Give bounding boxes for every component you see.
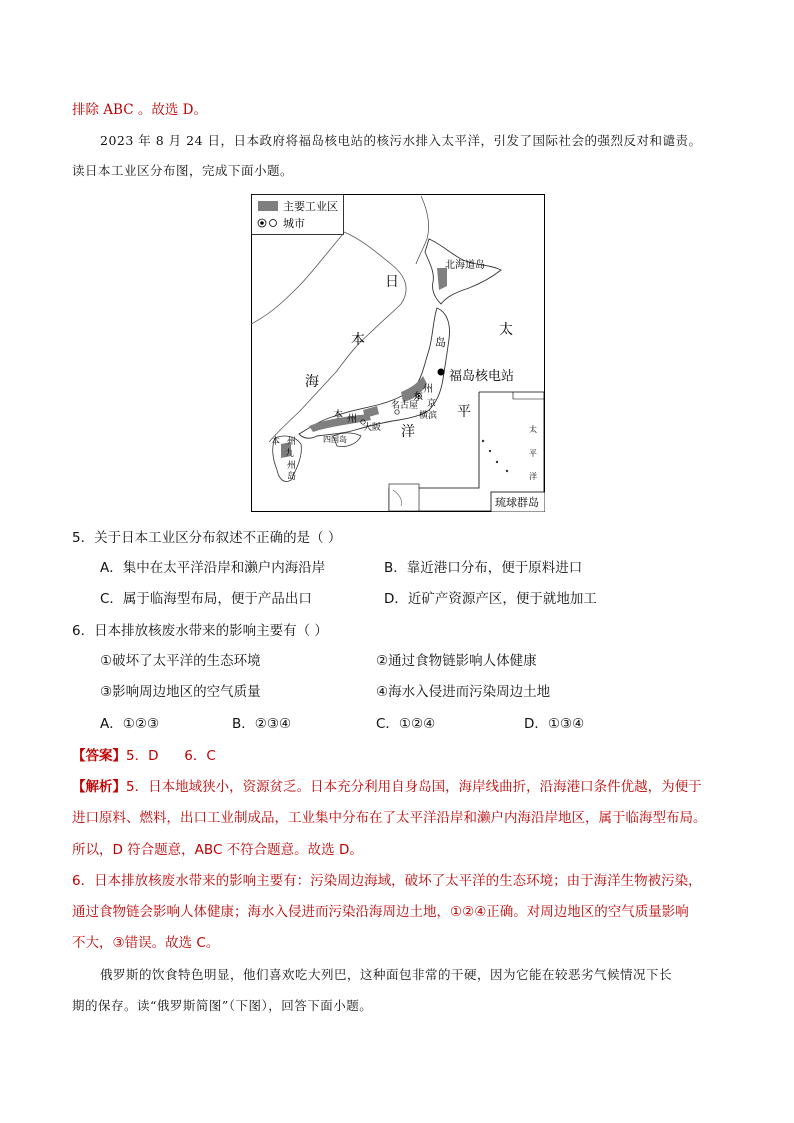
- q5-option-d[interactable]: D．近矿产资源产区，便于就地加工: [384, 591, 597, 607]
- japan-industrial-map: [251, 194, 545, 512]
- answer-text: 5．D 6．C: [126, 748, 216, 764]
- tokyo-label-dong: 东: [413, 392, 423, 403]
- shikoku-label: 四国岛: [323, 435, 347, 444]
- q6-stem: 6．日本排放核废水带来的影响主要有（ ）: [72, 623, 328, 639]
- honshu-label-ben: 本: [333, 410, 343, 421]
- inset-label-ping: 平: [529, 449, 537, 458]
- intro-text-line-2: 读日本工业区分布图，完成下面小题。: [72, 163, 294, 178]
- q5-stem: 5．关于日本工业区分布叙述不正确的是（ ）: [72, 530, 342, 546]
- analysis-p1-l3: 所以，D 符合题意，ABC 不符合题意。故选 D。: [72, 842, 363, 858]
- tokyo-label-zhou: 州: [423, 384, 433, 395]
- analysis-p2-l3: 不大，③错误。故选 C。: [72, 935, 220, 951]
- kyushu-label-zhou: 州: [287, 461, 297, 471]
- kyushu-label-dao: 岛: [287, 472, 297, 482]
- legend-city-label: 城市: [283, 217, 305, 230]
- bottom-text-line-1: 俄罗斯的饮食特色明显，他们喜欢吃大列巴，这种面包非常的干硬，因为它能在较恶劣气候情况下长: [100, 967, 673, 982]
- answer-tag: 【答案】: [72, 748, 126, 764]
- osaka-label: 大阪: [363, 423, 382, 433]
- q6-option-c[interactable]: C．①②④: [376, 716, 436, 732]
- q5-option-b[interactable]: B．靠近港口分布，便于原料进口: [384, 560, 583, 576]
- honshu-label-zhou: 州: [347, 414, 357, 425]
- ocean-label-ping: 平: [457, 404, 471, 420]
- hokkaido-label: 北海道岛: [445, 260, 485, 271]
- q6-statement-4: ④海水入侵进而污染周边土地: [376, 684, 551, 700]
- q5-option-c[interactable]: C．属于临海型布局，便于产品出口: [100, 591, 312, 607]
- analysis-tag: 【解析】: [72, 779, 126, 795]
- inset-label-tai: 太: [529, 425, 537, 434]
- q6-option-b[interactable]: B．②③④: [232, 716, 292, 732]
- q6-statement-2: ②通过食物链影响人体健康: [376, 653, 537, 669]
- q6-statement-1: ①破坏了太平洋的生态环境: [100, 653, 261, 669]
- analysis-p1-l2: 进口原料、燃料，出口工业制成品，工业集中分布在了太平洋沿岸和濑户内海沿岸地区，属于临海型布局。: [72, 810, 707, 826]
- q5-option-a[interactable]: A．集中在太平洋沿岸和濑户内海沿岸: [100, 560, 326, 576]
- analysis-p2-l1: 6．日本排放核废水带来的影响主要有：污染周边海域，破坏了太平洋的生态环境；由于海洋生物被污染，: [72, 873, 702, 889]
- analysis-p1-l1: 5．日本地域狭小，资源贫乏。日本充分利用自身岛国，海岸线曲折，沿海港口条件优越，为便于: [126, 779, 702, 795]
- bottom-text-line-2: 期的保存。读“俄罗斯简图”（下图），回答下面小题。: [72, 998, 373, 1013]
- sea-label-ri: 日: [385, 274, 399, 290]
- ryukyu-label: 琉球群岛: [495, 496, 539, 509]
- inset-label-yang: 洋: [529, 472, 537, 481]
- ocean-label-tai: 太: [499, 322, 513, 338]
- yokohama-label: 横滨: [419, 411, 438, 421]
- answer-line: [72, 746, 216, 766]
- fukushima-point: [438, 369, 445, 376]
- legend-industrial-label: 主要工业区: [283, 200, 338, 213]
- intro-text-line-1: 2023 年 8 月 24 日，日本政府将福岛核电站的核污水排入太平洋，引发了国际社会的强烈反对和谴责。: [100, 133, 702, 148]
- legend-industrial-swatch: [258, 201, 278, 211]
- q6-option-a[interactable]: A．①②③: [100, 716, 160, 732]
- honshu-label-dao: 岛: [435, 336, 446, 349]
- ocean-label-yang: 洋: [401, 424, 415, 440]
- q6-option-d[interactable]: D．①③④: [524, 716, 585, 732]
- analysis-p2-l2: 通过食物链会影响人体健康；海水入侵进而污染沿海周边土地，①②④正确。对周边地区的空气质量影响: [72, 904, 689, 920]
- sea-label-ben: 本: [351, 332, 365, 348]
- analysis-line-1: [72, 777, 702, 797]
- q6-statement-3: ③影响周边地区的空气质量: [100, 684, 261, 700]
- tokyo-label-jing: 京: [427, 399, 437, 409]
- fukushima-label: 福岛核电站: [449, 369, 515, 384]
- sea-label-hai: 海: [305, 374, 319, 390]
- kyushu-label-jiu: 九: [285, 449, 295, 459]
- previous-answer-conclusion: 排除 ABC 。故选 D。: [72, 102, 207, 118]
- kyushu-side-label-zhou: 州: [287, 437, 297, 447]
- kyushu-side-label-ben: 本: [271, 437, 281, 447]
- nagoya-label: 名古屋: [391, 401, 419, 411]
